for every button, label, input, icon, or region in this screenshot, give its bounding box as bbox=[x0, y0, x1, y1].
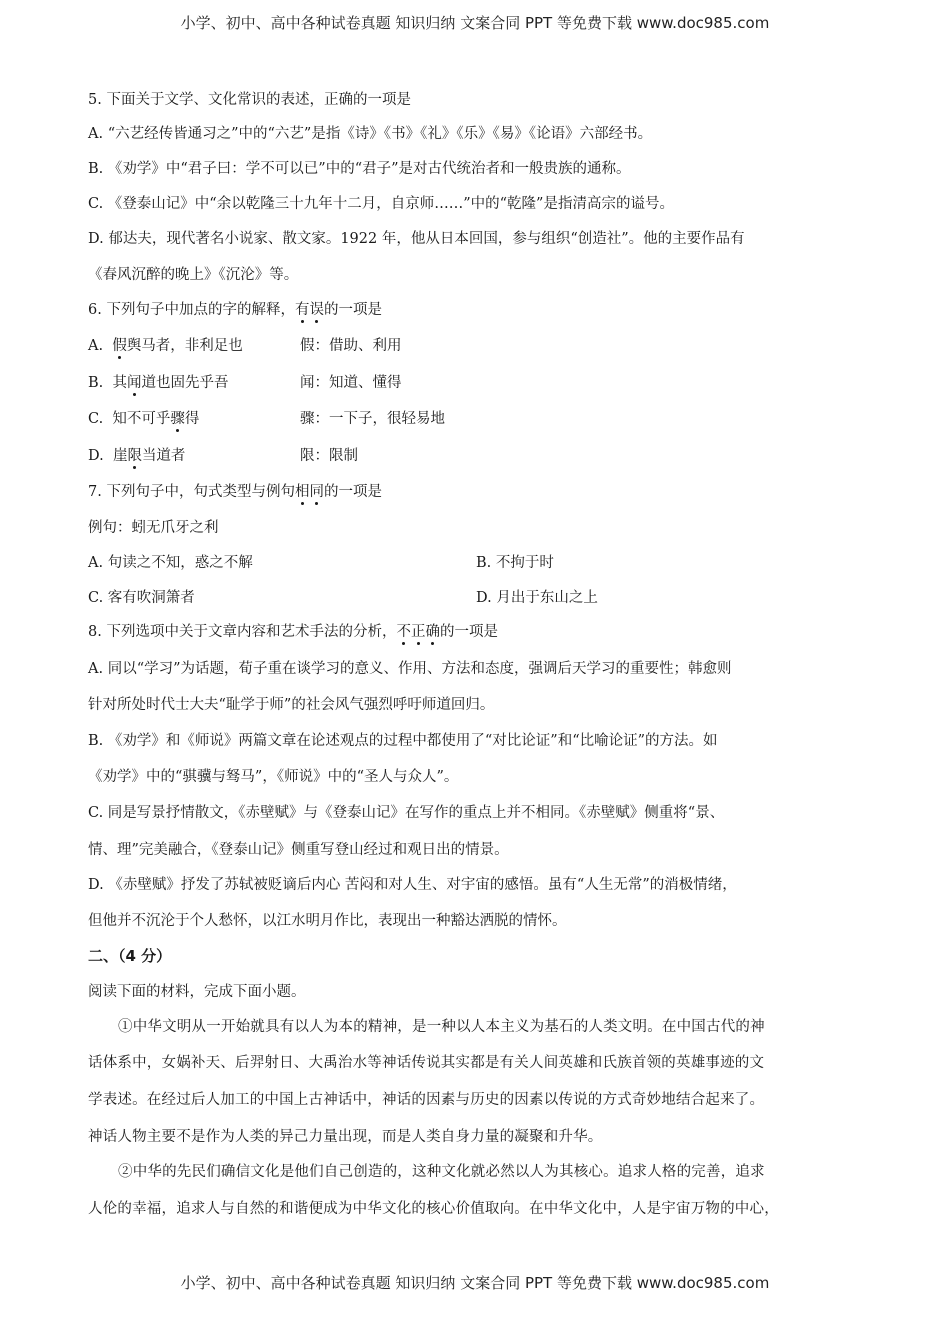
passage-p2-line1: ②中华的先民们确信文化是他们自己创造的，这种文化就必然以人为其核心。追求人格的完善，追求 bbox=[118, 1164, 765, 1180]
emphasis-dot-char: 同 bbox=[309, 484, 324, 500]
q8-option-a-line1: A. 同以“学习”为话题，荀子重在谈学习的意义、作用、方法和态度，强调后天学习的重要性；韩愈则 bbox=[88, 661, 732, 677]
q6-stem: 6. 下列句子中加点的字的解释，有误的一项是 bbox=[88, 302, 382, 318]
q6-gloss-b: 闻：知道、懂得 bbox=[300, 375, 402, 391]
q8-option-b-line2: 《劝学》中的“骐骥与驽马”，《师说》中的“圣人与众人”。 bbox=[88, 769, 459, 785]
q7-option-c: C. 客有吹洞箫者 bbox=[88, 590, 195, 606]
q6-option-c: C. 知不可乎骤得 骤：一下子，很轻易地 bbox=[88, 411, 445, 427]
q6-option-a: A. 假舆马者，非利足也 假：借助、利用 bbox=[88, 338, 402, 354]
emphasis-dot-char: 不 bbox=[396, 624, 411, 640]
q6-option-d: D. 崖限当道者 限：限制 bbox=[88, 448, 358, 464]
q8-option-d-line1: D. 《赤壁赋》抒发了苏轼被贬谪后内心 苦闷和对人生、对宇宙的感悟。虽有“人生无常”的消极情绪， bbox=[88, 877, 737, 893]
section-instruction: 阅读下面的材料，完成下面小题。 bbox=[88, 984, 306, 1000]
q8-option-a-line2: 针对所处时代士大夫“耻学于师”的社会风气强烈呼吁师道回归。 bbox=[88, 697, 495, 713]
footer-banner: 小学、初中、高中各种试卷真题 知识归纳 文案合同 PPT 等免费下载 www.doc985.com bbox=[180, 1274, 770, 1292]
emphasis-dot-char: 闻 bbox=[126, 375, 142, 391]
section-heading: 二、（4 分） bbox=[88, 947, 172, 965]
q5-stem: 5. 下面关于文学、文化常识的表述，正确的一项是 bbox=[88, 92, 411, 108]
q7-option-d: D. 月出于东山之上 bbox=[476, 590, 598, 606]
passage-p2-line2: 人伦的幸福，追求人与自然的和谐便成为中华文化的核心价值取向。在中华文化中，人是宇宙万物的中心， bbox=[88, 1201, 779, 1217]
q6-gloss-d: 限：限制 bbox=[300, 448, 358, 464]
q5-option-d-line2: 《春风沉醉的晚上》《沉沦》等。 bbox=[88, 267, 299, 283]
q6-gloss-a: 假：借助、利用 bbox=[300, 338, 402, 354]
q7-example: 例句：蚓无爪牙之利 bbox=[88, 520, 219, 536]
passage-p1-line3: 学表述。在经过后人加工的中国上古神话中，神话的因素与历史的因素以传说的方式奇妙地结合起来了。 bbox=[88, 1092, 765, 1108]
emphasis-dot-char: 假 bbox=[112, 338, 127, 354]
passage-p1-line4: 神话人物主要不是作为人类的异己力量出现，而是人类自身力量的凝聚和升华。 bbox=[88, 1129, 603, 1145]
emphasis-dot-char: 相 bbox=[294, 484, 310, 500]
passage-p1-line1: ①中华文明从一开始就具有以人为本的精神，是一种以人本主义为基石的人类文明。在中国古代的神 bbox=[118, 1019, 765, 1035]
q6-option-b: B. 其闻道也固先乎吾 闻：知道、懂得 bbox=[88, 375, 402, 391]
q8-option-b-line1: B. 《劝学》和《师说》两篇文章在论述观点的过程中都使用了“对比论证”和“比喻论证”的方法。如 bbox=[88, 733, 718, 749]
header-banner: 小学、初中、高中各种试卷真题 知识归纳 文案合同 PPT 等免费下载 www.doc985.com bbox=[180, 14, 770, 32]
q6-gloss-c: 骤：一下子，很轻易地 bbox=[300, 411, 445, 427]
q8-option-d-line2: 但他并不沉沦于个人愁怀，以江水明月作比，表现出一种豁达洒脱的情怀。 bbox=[88, 913, 567, 929]
q8-option-c-line1: C. 同是写景抒情散文，《赤壁赋》与《登泰山记》在写作的重点上并不相同。《赤壁赋》侧重将“景、 bbox=[88, 805, 725, 821]
q7-stem: 7. 下列句子中，句式类型与例句相同的一项是 bbox=[88, 484, 382, 500]
q5-option-b: B. 《劝学》中“君子曰：学不可以已”中的“君子”是对古代统治者和一般贵族的通称。 bbox=[88, 161, 631, 177]
emphasis-dot-char: 骤 bbox=[170, 411, 185, 427]
q7-option-a: A. 句读之不知，惑之不解 bbox=[88, 555, 253, 571]
q5-option-a: A. “六艺经传皆通习之”中的“六艺”是指《诗》《书》《礼》《乐》《易》《论语》六部经书。 bbox=[88, 126, 653, 142]
q5-option-c: C. 《登泰山记》中“余以乾隆三十九年十二月，自京师……”中的“乾隆”是指清高宗的谥号。 bbox=[88, 196, 674, 212]
passage-p1-line2: 话体系中，女娲补天、后羿射日、大禹治水等神话传说其实都是有关人间英雄和氏族首领的英雄事迹的文 bbox=[88, 1055, 765, 1071]
q5-option-d-line1: D. 郁达夫，现代著名小说家、散文家。1922 年，他从日本回国，参与组织“创造社”。他的主要作品有 bbox=[88, 231, 745, 247]
emphasis-dot-char: 误 bbox=[309, 302, 324, 318]
emphasis-dot-char: 有 bbox=[294, 302, 310, 318]
q8-stem: 8. 下列选项中关于文章内容和艺术手法的分析，不正确的一项是 bbox=[88, 624, 498, 640]
emphasis-dot-char: 确 bbox=[425, 624, 440, 640]
q8-option-c-line2: 情、理”完美融合，《登泰山记》侧重写登山经过和观日出的情景。 bbox=[88, 842, 509, 858]
emphasis-dot-char: 正 bbox=[410, 624, 426, 640]
emphasis-dot-char: 限 bbox=[127, 448, 142, 464]
q7-option-b: B. 不拘于时 bbox=[476, 555, 554, 571]
